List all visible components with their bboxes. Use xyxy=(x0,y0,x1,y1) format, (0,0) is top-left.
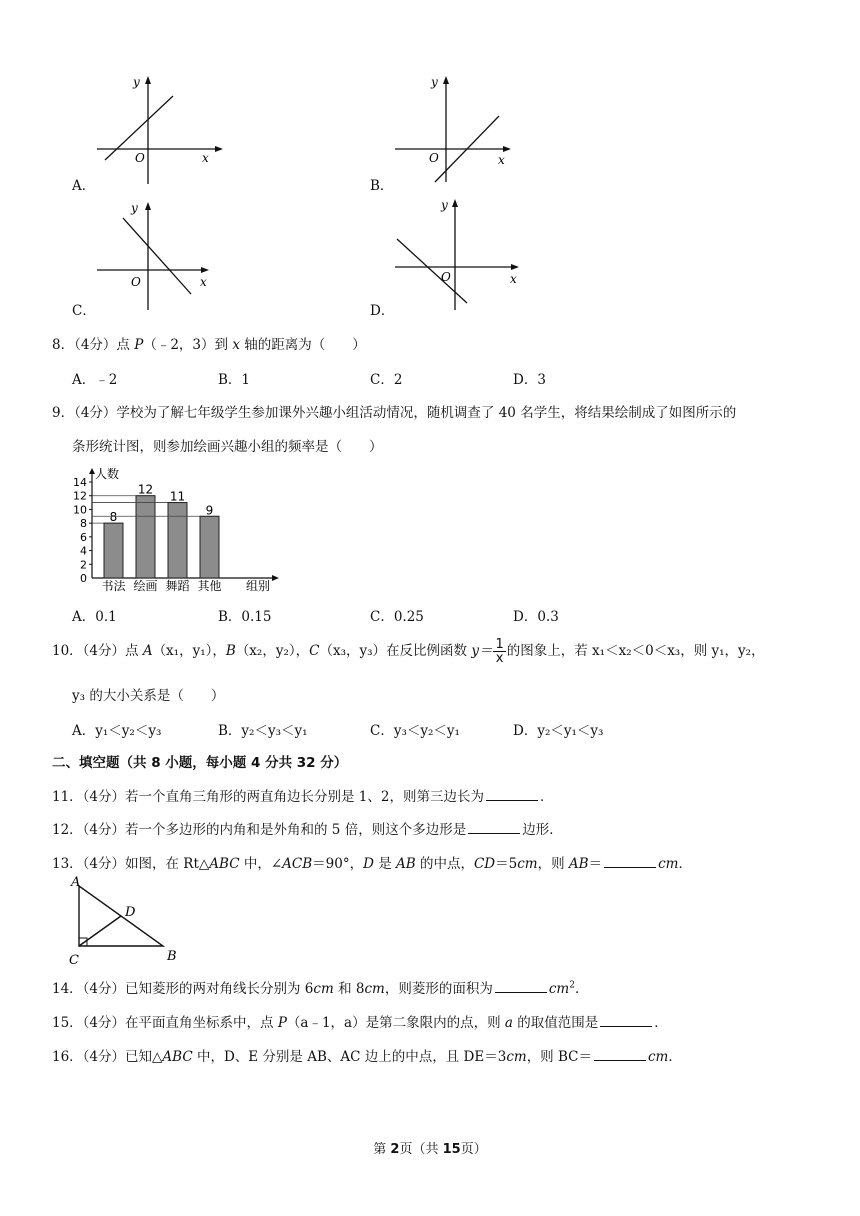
bar xyxy=(200,516,219,578)
vertex-b-label: B xyxy=(167,949,177,964)
svg-text:y: y xyxy=(431,75,438,89)
q8-option-b[interactable]: B．1 xyxy=(218,372,251,388)
y-tick-label: 0 xyxy=(80,572,87,585)
graph-option-b xyxy=(393,72,523,187)
vertex-c-label: C xyxy=(69,953,79,968)
svg-text:O: O xyxy=(441,270,451,284)
answer-blank[interactable] xyxy=(604,855,656,868)
bar xyxy=(104,523,123,578)
page-footer: 第 2页（共 15页） xyxy=(373,1142,487,1157)
svg-text:y: y xyxy=(133,75,140,89)
question-13: 13．（4分）如图，在 Rt△ABC 中，∠ACB＝90°，D 是 AB 的中点，CD＝5cm，则 AB＝ cm． xyxy=(52,856,692,872)
svg-text:O: O xyxy=(135,151,145,165)
category-label: 其他 xyxy=(197,579,222,593)
question-16: 16．（4分）已知△ABC 中，D、E 分别是 AB、AC 边上的中点，且 DE＝3cm，则 BC＝ cm． xyxy=(52,1049,682,1065)
question-10-line1: 10．（4分）点 A（x₁，y₁），B（x₂，y₂），C（x₃，y₃）在反比例函数 y＝ $\frac{1}{x}$ 的图象上，若 x₁＜x₂＜0＜x₃，则 y₁，y₂， xyxy=(52,637,765,666)
svg-text:x: x xyxy=(498,153,505,167)
svg-text:O: O xyxy=(131,275,141,289)
option-b-label: B． xyxy=(370,178,394,194)
fraction-1-over-x: $\frac{1}{x}$ xyxy=(495,637,504,666)
y-tick-label: 8 xyxy=(80,517,87,531)
y-tick-label: 2 xyxy=(80,558,87,572)
y-axis-title: 人数 xyxy=(95,467,120,481)
y-tick-label: 4 xyxy=(80,544,87,558)
question-9-line1: 9．（4分）学校为了解七年级学生参加课外兴趣小组活动情况，随机调查了 40 名学生，将结果绘制成了如图所示的 xyxy=(52,405,737,421)
svg-text:x: x xyxy=(510,272,517,286)
option-d-label: D． xyxy=(370,303,395,319)
answer-blank[interactable] xyxy=(600,1014,652,1027)
y-tick-label: 6 xyxy=(80,530,87,544)
q8-option-a[interactable]: A．﹣2 xyxy=(72,372,118,388)
q9-option-d[interactable]: D．0.3 xyxy=(513,609,559,625)
bar xyxy=(136,496,155,578)
question-15: 15．（4分）在平面直角坐标系中，点 P（a﹣1，a）是第二象限内的点，则 a 的取值范围是 ． xyxy=(52,1015,668,1031)
bar-value-label: 12 xyxy=(137,482,154,497)
y-tick-label: 12 xyxy=(73,489,87,503)
svg-text:y: y xyxy=(441,198,448,212)
option-c-label: C． xyxy=(72,303,96,319)
question-12: 12．（4分）若一个多边形的内角和是外角和的 5 倍，则这个多边形是 边形． xyxy=(52,822,563,838)
q9-option-a[interactable]: A．0.1 xyxy=(72,609,117,625)
answer-blank[interactable] xyxy=(495,980,547,993)
question-8: 8．（4分）点 P（﹣2，3）到 x 轴的距离为（ ） xyxy=(52,337,366,353)
graph-option-c xyxy=(95,198,225,313)
category-label: 舞蹈 xyxy=(165,579,190,593)
category-label: 书法 xyxy=(101,579,126,593)
section-heading: 二、填空题（共 8 小题，每小题 4 分共 32 分） xyxy=(52,755,348,771)
q9-option-b[interactable]: B．0.15 xyxy=(218,609,272,625)
x-axis-title: 组别 xyxy=(246,579,271,593)
q8-option-d[interactable]: D．3 xyxy=(513,372,546,388)
triangle-figure xyxy=(65,874,185,970)
vertex-d-label: D xyxy=(125,905,136,920)
y-tick-label: 14 xyxy=(73,476,87,489)
svg-text:O: O xyxy=(429,151,439,165)
q10-option-b[interactable]: B．y₂＜y₃＜y₁ xyxy=(218,723,308,739)
option-a-label: A． xyxy=(72,178,96,194)
q9-option-c[interactable]: C．0.25 xyxy=(370,609,424,625)
svg-text:x: x xyxy=(200,275,207,289)
graph-option-a xyxy=(95,72,225,187)
graph-option-d xyxy=(393,195,528,313)
q10-option-c[interactable]: C．y₃＜y₂＜y₁ xyxy=(370,723,460,739)
answer-blank[interactable] xyxy=(468,821,520,834)
svg-text:y: y xyxy=(131,201,138,215)
bar-value-label: 8 xyxy=(109,510,118,525)
x-axis-arrow xyxy=(272,575,279,581)
question-14: 14．（4分）已知菱形的两对角线长分别为 6cm 和 8cm，则菱形的面积为 $cm^2$． xyxy=(52,980,589,997)
vertex-a-label: A xyxy=(71,875,81,890)
question-10-line2: y₃ 的大小关系是（ ） xyxy=(72,688,225,704)
svg-text:x: x xyxy=(202,151,209,165)
question-11: 11．（4分）若一个直角三角形的两直角边长分别是 1、2，则第三边长为 ． xyxy=(52,789,554,805)
bar-value-label: 9 xyxy=(205,503,214,518)
category-label: 绘画 xyxy=(133,579,158,593)
answer-blank[interactable] xyxy=(594,1048,646,1061)
answer-blank[interactable] xyxy=(486,788,538,801)
q10-option-d[interactable]: D．y₂＜y₁＜y₃ xyxy=(513,723,604,739)
q8-option-c[interactable]: C．2 xyxy=(370,372,403,388)
bar-value-label: 11 xyxy=(169,489,186,504)
bar-chart xyxy=(60,465,290,595)
y-tick-label: 10 xyxy=(73,503,87,517)
question-9-line2: 条形统计图，则参加绘画兴趣小组的频率是（ ） xyxy=(72,439,383,455)
bar xyxy=(168,503,187,578)
q10-option-a[interactable]: A．y₁＜y₂＜y₃ xyxy=(72,723,162,739)
